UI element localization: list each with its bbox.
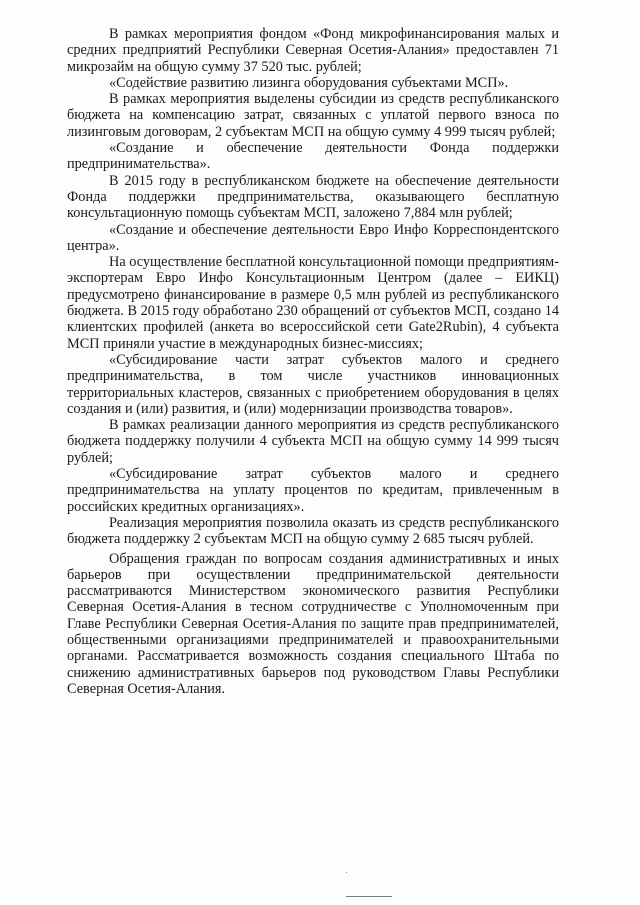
paragraph-equipment-support: В рамках реализации данного мероприятия из средств республиканского бюджета поддержку получили 4 субъекта МСП на общую сумму 14 999 тысяч рублей;: [67, 417, 559, 466]
paragraph-euro-info-heading: «Создание и обеспечение деятельности Евро Инфо Корреспондентского центра».: [67, 221, 559, 254]
paragraph-equipment-heading: «Субсидирование части затрат субъектов малого и среднего предпринимательства, в том числе участников инновационных территориальных кластеров, связанных с приобретением оборудования в целях создания и (или) развития, и (или) модернизации производства товаров».: [67, 351, 559, 417]
paragraph-leasing-heading: «Содействие развитию лизинга оборудования субъектами МСП».: [109, 74, 509, 91]
paragraph-microloans: В рамках мероприятия фондом «Фонд микрофинансирования малых и средних предприятий Республики Северная Осетия-Алания» предоставлен 71 микрозайм на общую сумму 37 520 тыс. рублей;: [67, 26, 559, 75]
scan-artifact-dot: [346, 872, 347, 873]
paragraph-leasing-subsidies: В рамках мероприятия выделены субсидии из средств республиканского бюджета на компенсацию затрат, связанных с уплатой первого взноса по лизинговым договорам, 2 субъектам МСП на общую сумму 4 999 тысяч рублей;: [67, 91, 559, 140]
paragraph-interest-support: Реализация мероприятия позволила оказать из средств республиканского бюджета поддержку 2 субъектам МСП на общую сумму 2 685 тысяч рублей.: [67, 514, 559, 548]
paragraph-administrative-barriers: Обращения граждан по вопросам создания административных и иных барьеров при осуществлении предпринимательской деятельности рассматриваются Министерством экономического развития Республики Северная Осетия-Алания в тесном сотрудничестве с Уполномоченным при Главе Республики Северная Осетия-Алания по защите прав предпринимателей, общественными организациями предпринимателей и правоохранительными органами. Рассматривается возможность создания специального Штаба по снижению административных барьеров под руководством Главы Республики Северная Осетия-Алания.: [67, 550, 559, 697]
paragraph-fund-heading: «Создание и обеспечение деятельности Фонда поддержки предпринимательства».: [67, 140, 559, 173]
scan-artifact-line: [346, 896, 392, 897]
paragraph-fund-budget: В 2015 году в республиканском бюджете на обеспечение деятельности Фонда поддержки предпринимательства, оказывающего бесплатную консультационную помощь субъектам МСП, заложено 7,884 млн рублей;: [67, 172, 559, 222]
paragraph-euro-info-consulting: На осуществление бесплатной консультационной помощи предприятиям-экспортерам Евро Инфо Консультационным Центром (далее – ЕИКЦ) предусмотрено финансирование в размере 0,5 млн рублей из республиканского бюджета. В 2015 году обработано 230 обращений от субъектов МСП, создано 14 клиентских профилей (анкета во всероссийской сети Gate2Rubin), 4 субъекта МСП приняли участие в международных бизнес-миссиях;: [67, 254, 559, 352]
document-body: [67, 26, 559, 697]
paragraph-interest-heading: «Субсидирование затрат субъектов малого и среднего предпринимательства на уплату процентов по кредитам, привлеченным в российских кредитных организациях».: [67, 466, 559, 515]
